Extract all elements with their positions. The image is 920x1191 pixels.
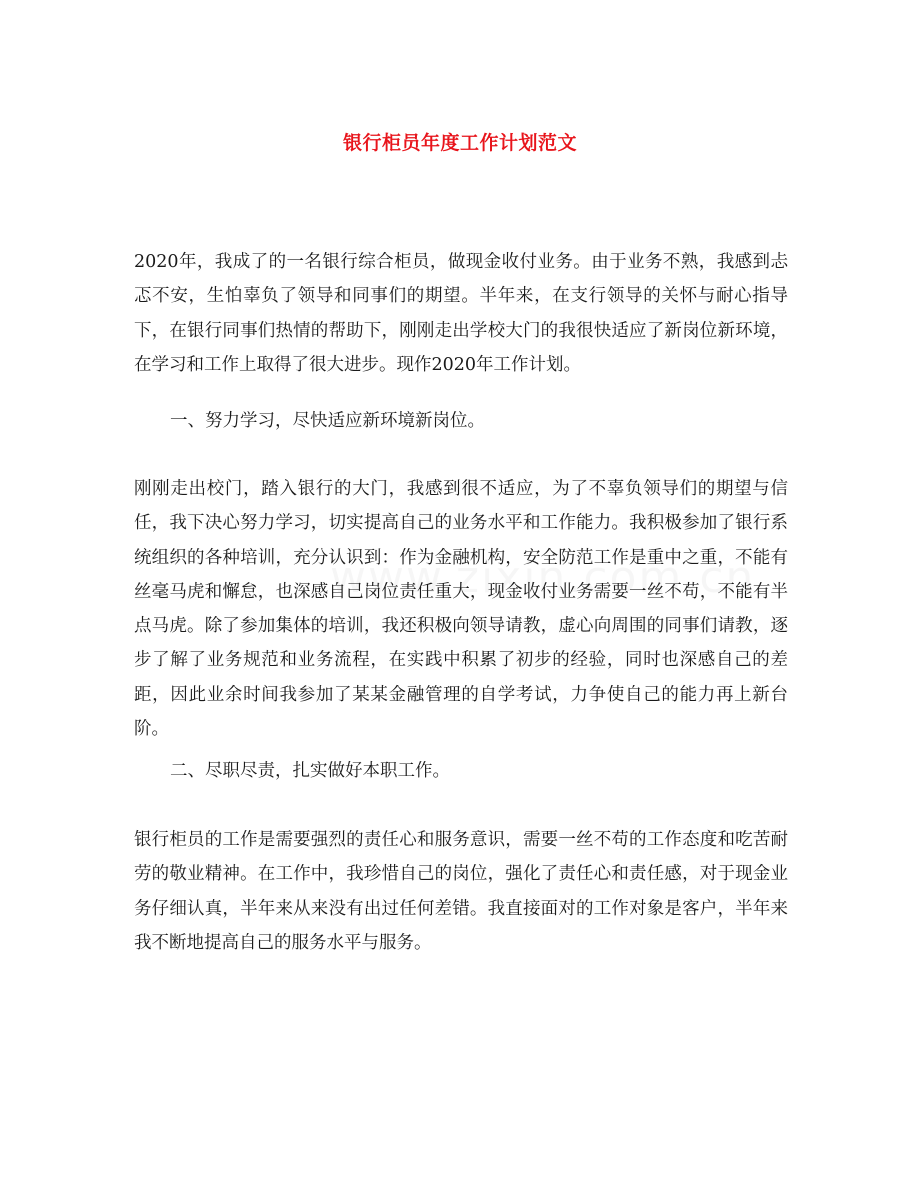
document-title: 银行柜员年度工作计划范文: [342, 132, 577, 154]
paragraph-study: 刚刚走出校门，踏入银行的大门，我感到很不适应，为了不辜负领导们的期望与信任，我下决心努力学习，切实提高自己的业务水平和工作能力。我积极参加了银行系统组织的各种培训，充分认识到：作为金融机构，安全防范工作是重中之重，不能有丝毫马虎和懈怠，也深感自己岗位责任重大，现金收付业务需要一丝不苟，不能有半点马虎。除了参加集体的培训，我还积极向领导请教，虚心向周围的同事们请教，逐步了解了业务规范和业务流程，在实践中积累了初步的经验，同时也深感自己的差距，因此业余时间我参加了某某金融管理的自学考试，力争使自己的能力再上新台阶。: [134, 479, 788, 740]
paragraph-duty: 银行柜员的工作是需要强烈的责任心和服务意识，需要一丝不苟的工作态度和吃苦耐劳的敬业精神。在工作中，我珍惜自己的岗位，强化了责任心和责任感，对于现金业务仔细认真，半年来从来没有出过任何差错。我直接面对的工作对象是客户，半年来我不断地提高自己的服务水平与服务。: [134, 830, 788, 953]
section-heading-1: 一、努力学习，尽快适应新环境新岗位。: [170, 411, 485, 431]
section-heading-2: 二、尽职尽责，扎实做好本职工作。: [170, 761, 450, 781]
paragraph-intro: 2020年，我成了的一名银行综合柜员，做现金收付业务。由于业务不熟，我感到忐忑不安，生怕辜负了领导和同事们的期望。半年来，在支行领导的关怀与耐心指导下，在银行同事们热情的帮助下，刚刚走出学校大门的我很快适应了新岗位新环境，在学习和工作上取得了很大进步。现作2020年工作计划。: [134, 252, 788, 375]
